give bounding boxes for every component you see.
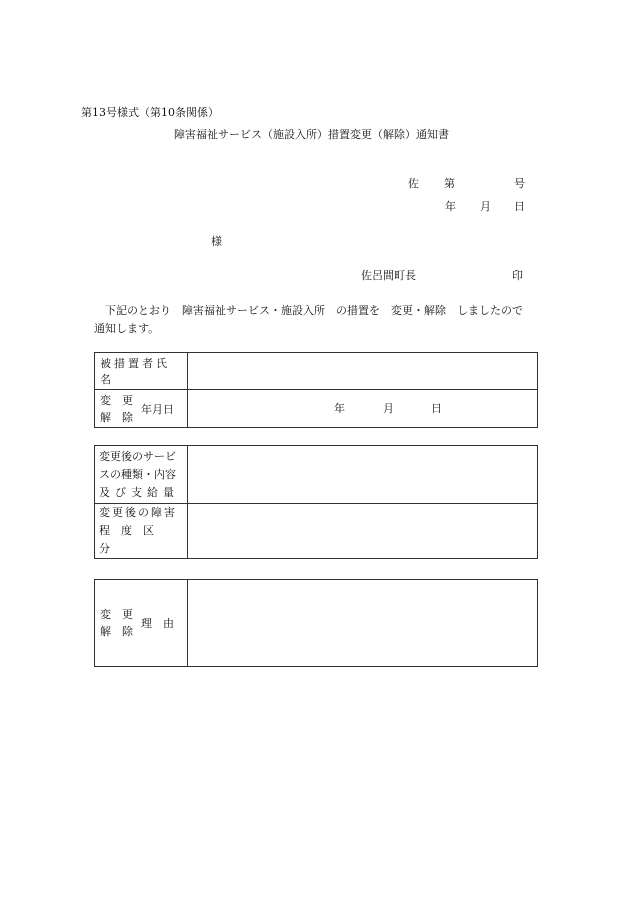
name-value-cell[interactable]	[188, 353, 538, 390]
reason-label-cell	[95, 580, 188, 667]
reason-value-cell[interactable]	[188, 580, 538, 667]
disability-level-value-cell[interactable]	[188, 504, 538, 559]
cancel-label: 解 除	[100, 410, 133, 424]
disability-level-label-cell	[95, 504, 188, 559]
disability-label-line1: 変更後の障害	[99, 506, 177, 519]
service-label-cell	[95, 446, 188, 504]
body-text-line1: 下記のとおり 障害福祉サービス・施設入所 の措置を 変更・解除 しましたので	[105, 304, 523, 317]
reason-table	[94, 579, 538, 667]
target-person-table	[94, 352, 538, 428]
body-text-line2: 通知します。	[94, 322, 160, 335]
name-label-cell	[95, 353, 188, 390]
date-month: 月	[480, 200, 491, 213]
header-sa: 佐	[408, 177, 419, 190]
change-date-label-cell	[95, 390, 188, 428]
service-label-line1: 変更後のサービ	[99, 449, 176, 463]
ymd-label: 年月日	[141, 402, 174, 416]
date-year: 年	[445, 200, 456, 213]
reason-change-label: 変 更	[100, 608, 133, 621]
document-title: 障害福祉サービス（施設入所）措置変更（解除）通知書	[174, 128, 449, 141]
header-go: 号	[514, 177, 525, 190]
change-date-value-cell[interactable]	[188, 390, 538, 428]
service-value-cell[interactable]	[188, 446, 538, 504]
header-dai: 第	[444, 177, 455, 190]
service-label-line3: 及び支給量	[99, 485, 179, 499]
change-date-day: 日	[431, 402, 442, 415]
changed-service-table	[94, 445, 538, 559]
change-date-year: 年	[334, 402, 345, 415]
issuer-name: 佐呂間町長	[361, 269, 416, 282]
reason-cancel-label: 解 除	[100, 625, 133, 638]
disability-label-line2: 程度区分	[99, 524, 165, 555]
reason-label: 理 由	[141, 617, 174, 630]
addressee-sama: 様	[211, 235, 222, 248]
change-label: 変 更	[100, 393, 133, 407]
change-date-month: 月	[383, 402, 394, 415]
seal-mark: 印	[512, 269, 523, 282]
service-label-line2: スの種類・内容	[99, 467, 176, 481]
form-number: 第13号様式（第10条関係）	[81, 106, 219, 119]
date-day: 日	[514, 200, 525, 213]
name-label: 被措置者氏名	[100, 357, 170, 386]
